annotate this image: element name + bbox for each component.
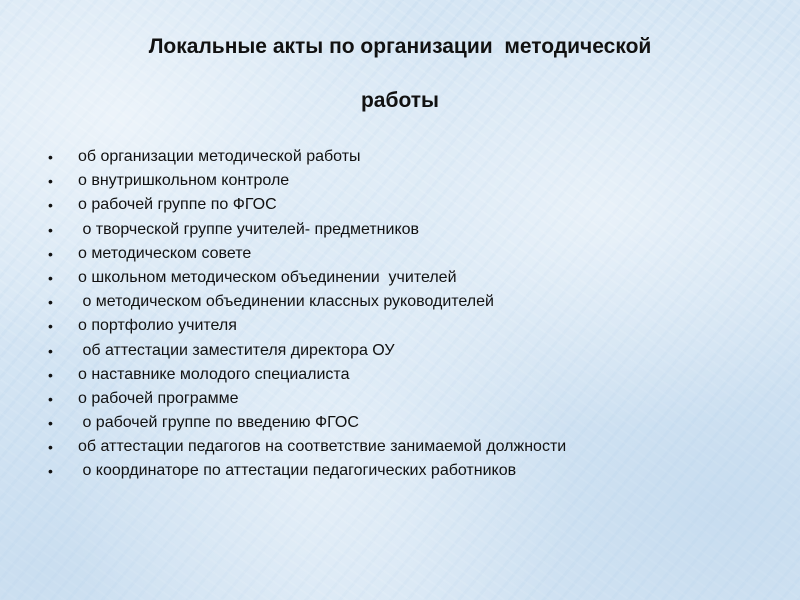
list-item-text: о методическом совете bbox=[78, 244, 252, 262]
list-item-text: о школьном методическом объединении учителей bbox=[78, 268, 457, 286]
bullet-icon: • bbox=[48, 366, 53, 383]
bullet-icon: • bbox=[48, 269, 53, 286]
bullet-icon: • bbox=[48, 197, 53, 214]
list-item-text: о внутришкольном контроле bbox=[78, 172, 290, 190]
list-item-text: о творческой группе учителей- предметников bbox=[78, 220, 420, 238]
list-item-text: об аттестации заместителя директора ОУ bbox=[78, 341, 395, 359]
bullet-icon: • bbox=[48, 390, 53, 407]
bullet-icon: • bbox=[48, 318, 53, 335]
list-item-text: о портфолио учителя bbox=[78, 317, 237, 335]
bullet-icon: • bbox=[48, 342, 53, 359]
bullet-icon: • bbox=[48, 439, 53, 456]
slide-title: Локальные акты по организации методической bbox=[148, 35, 652, 58]
bullet-icon: • bbox=[48, 221, 53, 238]
slide-title-continuation: работы bbox=[360, 89, 439, 112]
list-item-text: о рабочей группе по введению ФГОС bbox=[78, 414, 359, 432]
bullet-icon: • bbox=[48, 149, 53, 165]
bullet-icon: • bbox=[48, 415, 53, 432]
bullet-icon: • bbox=[48, 463, 53, 480]
list-item-text: о методическом объединении классных руководителей bbox=[78, 293, 494, 311]
list-item-text: об аттестации педагогов на соответствие занимаемой должности bbox=[78, 438, 567, 456]
list-item-text: о координаторе по аттестации педагогических работников bbox=[78, 462, 517, 480]
list-item-text: о рабочей группе по ФГОС bbox=[78, 196, 277, 214]
list-item-text: о наставнике молодого специалиста bbox=[78, 365, 350, 383]
list-item-text: об организации методической работы bbox=[78, 148, 361, 165]
bullet-icon: • bbox=[48, 294, 53, 311]
list-item-text: о рабочей программе bbox=[78, 389, 239, 407]
bullet-icon: • bbox=[48, 245, 53, 262]
bullet-icon: • bbox=[48, 173, 53, 190]
